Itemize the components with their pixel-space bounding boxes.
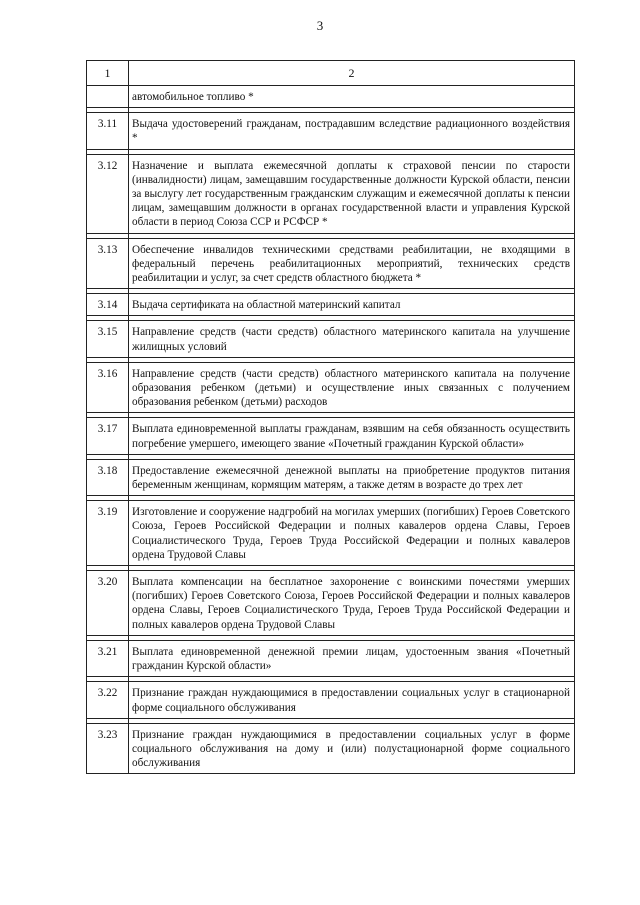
row-number: 3.22 [87, 682, 129, 718]
header-col-2: 2 [129, 61, 575, 86]
row-service-text: Направление средств (части средств) областного материнского капитала на получение образования ребенком (детьми) и осуществление иных связанных с получением образования ребенком (детьми) расходов [129, 362, 575, 413]
row-service-text: Выдача сертификата на областной материнский капитал [129, 294, 575, 316]
row-number: 3.13 [87, 238, 129, 289]
table-row [87, 154, 575, 233]
row-service-text: Предоставление ежемесячной денежной выплаты на приобретение продуктов питания беременным женщинам, кормящим матерям, а также детям в возрасте до трех лет [129, 459, 575, 495]
table-header-row [87, 61, 575, 86]
row-number: 3.14 [87, 294, 129, 316]
row-number: 3.11 [87, 113, 129, 149]
table-row [87, 418, 575, 454]
row-service-text: Выдача удостоверений гражданам, пострадавшим вследствие радиационного воздействия * [129, 113, 575, 149]
table-row [87, 459, 575, 495]
row-number: 3.16 [87, 362, 129, 413]
row-service-text: Выплата единовременной выплаты гражданам, взявшим на себя обязанность осуществить погребение умершего, имеющего звание «Почетный гражданин Курской области» [129, 418, 575, 454]
row-service-text: Признание граждан нуждающимися в предоставлении социальных услуг в стационарной форме социального обслуживания [129, 682, 575, 718]
row-number [87, 86, 129, 108]
row-service-text: Назначение и выплата ежемесячной доплаты к страховой пенсии по старости (инвалидности) лицам, замещавшим государственные должности Курской области, пенсии за выслугу лет государственным гражданским служащим и ежемесячной доплаты к пенсии лицам, замещавшим должности в органах государственной власти и управления Курской области в период Союза ССР и РСФСР * [129, 154, 575, 233]
table-row [87, 640, 575, 676]
row-number: 3.19 [87, 501, 129, 566]
row-service-text: Выплата компенсации на бесплатное захоронение с воинскими почестями умерших (погибших) Героев Советского Союза, Героев Российской Федерации и полных кавалеров ордена Славы, Героев Социалистического Труда, Героев Труда Российской Федерации и полных кавалеров ордена Трудовой Славы [129, 571, 575, 636]
table-row [87, 501, 575, 566]
row-number: 3.20 [87, 571, 129, 636]
table-row [87, 682, 575, 718]
row-number: 3.12 [87, 154, 129, 233]
table-row [87, 362, 575, 413]
table-row [87, 571, 575, 636]
row-number: 3.18 [87, 459, 129, 495]
row-service-text: Выплата единовременной денежной премии лицам, удостоенным звания «Почетный гражданин Курской области» [129, 640, 575, 676]
page-number: 3 [316, 18, 324, 33]
table-row [87, 321, 575, 357]
table-row [87, 294, 575, 316]
row-service-text: автомобильное топливо * [129, 86, 575, 108]
table-row [87, 723, 575, 774]
row-number: 3.15 [87, 321, 129, 357]
row-number: 3.21 [87, 640, 129, 676]
row-service-text: Признание граждан нуждающимися в предоставлении социальных услуг в форме социального обслуживания на дому и (или) полустационарной форме социального обслуживания [129, 723, 575, 774]
services-table [86, 60, 575, 774]
row-number: 3.17 [87, 418, 129, 454]
header-col-1: 1 [87, 61, 129, 86]
row-service-text: Направление средств (части средств) областного материнского капитала на улучшение жилищных условий [129, 321, 575, 357]
row-number: 3.23 [87, 723, 129, 774]
row-service-text: Изготовление и сооружение надгробий на могилах умерших (погибших) Героев Советского Союза, Героев Российской Федерации и полных кавалеров ордена Славы, Героев Социалистического Труда, Героев Труда Российской Федерации и полных кавалеров ордена Трудовой Славы [129, 501, 575, 566]
table-row [87, 113, 575, 149]
table-row [87, 86, 575, 108]
table-row [87, 238, 575, 289]
row-service-text: Обеспечение инвалидов техническими средствами реабилитации, не входящими в федеральный перечень реабилитационных мероприятий, технических средств реабилитации и услуг, за счет средств областного бюджета * [129, 238, 575, 289]
